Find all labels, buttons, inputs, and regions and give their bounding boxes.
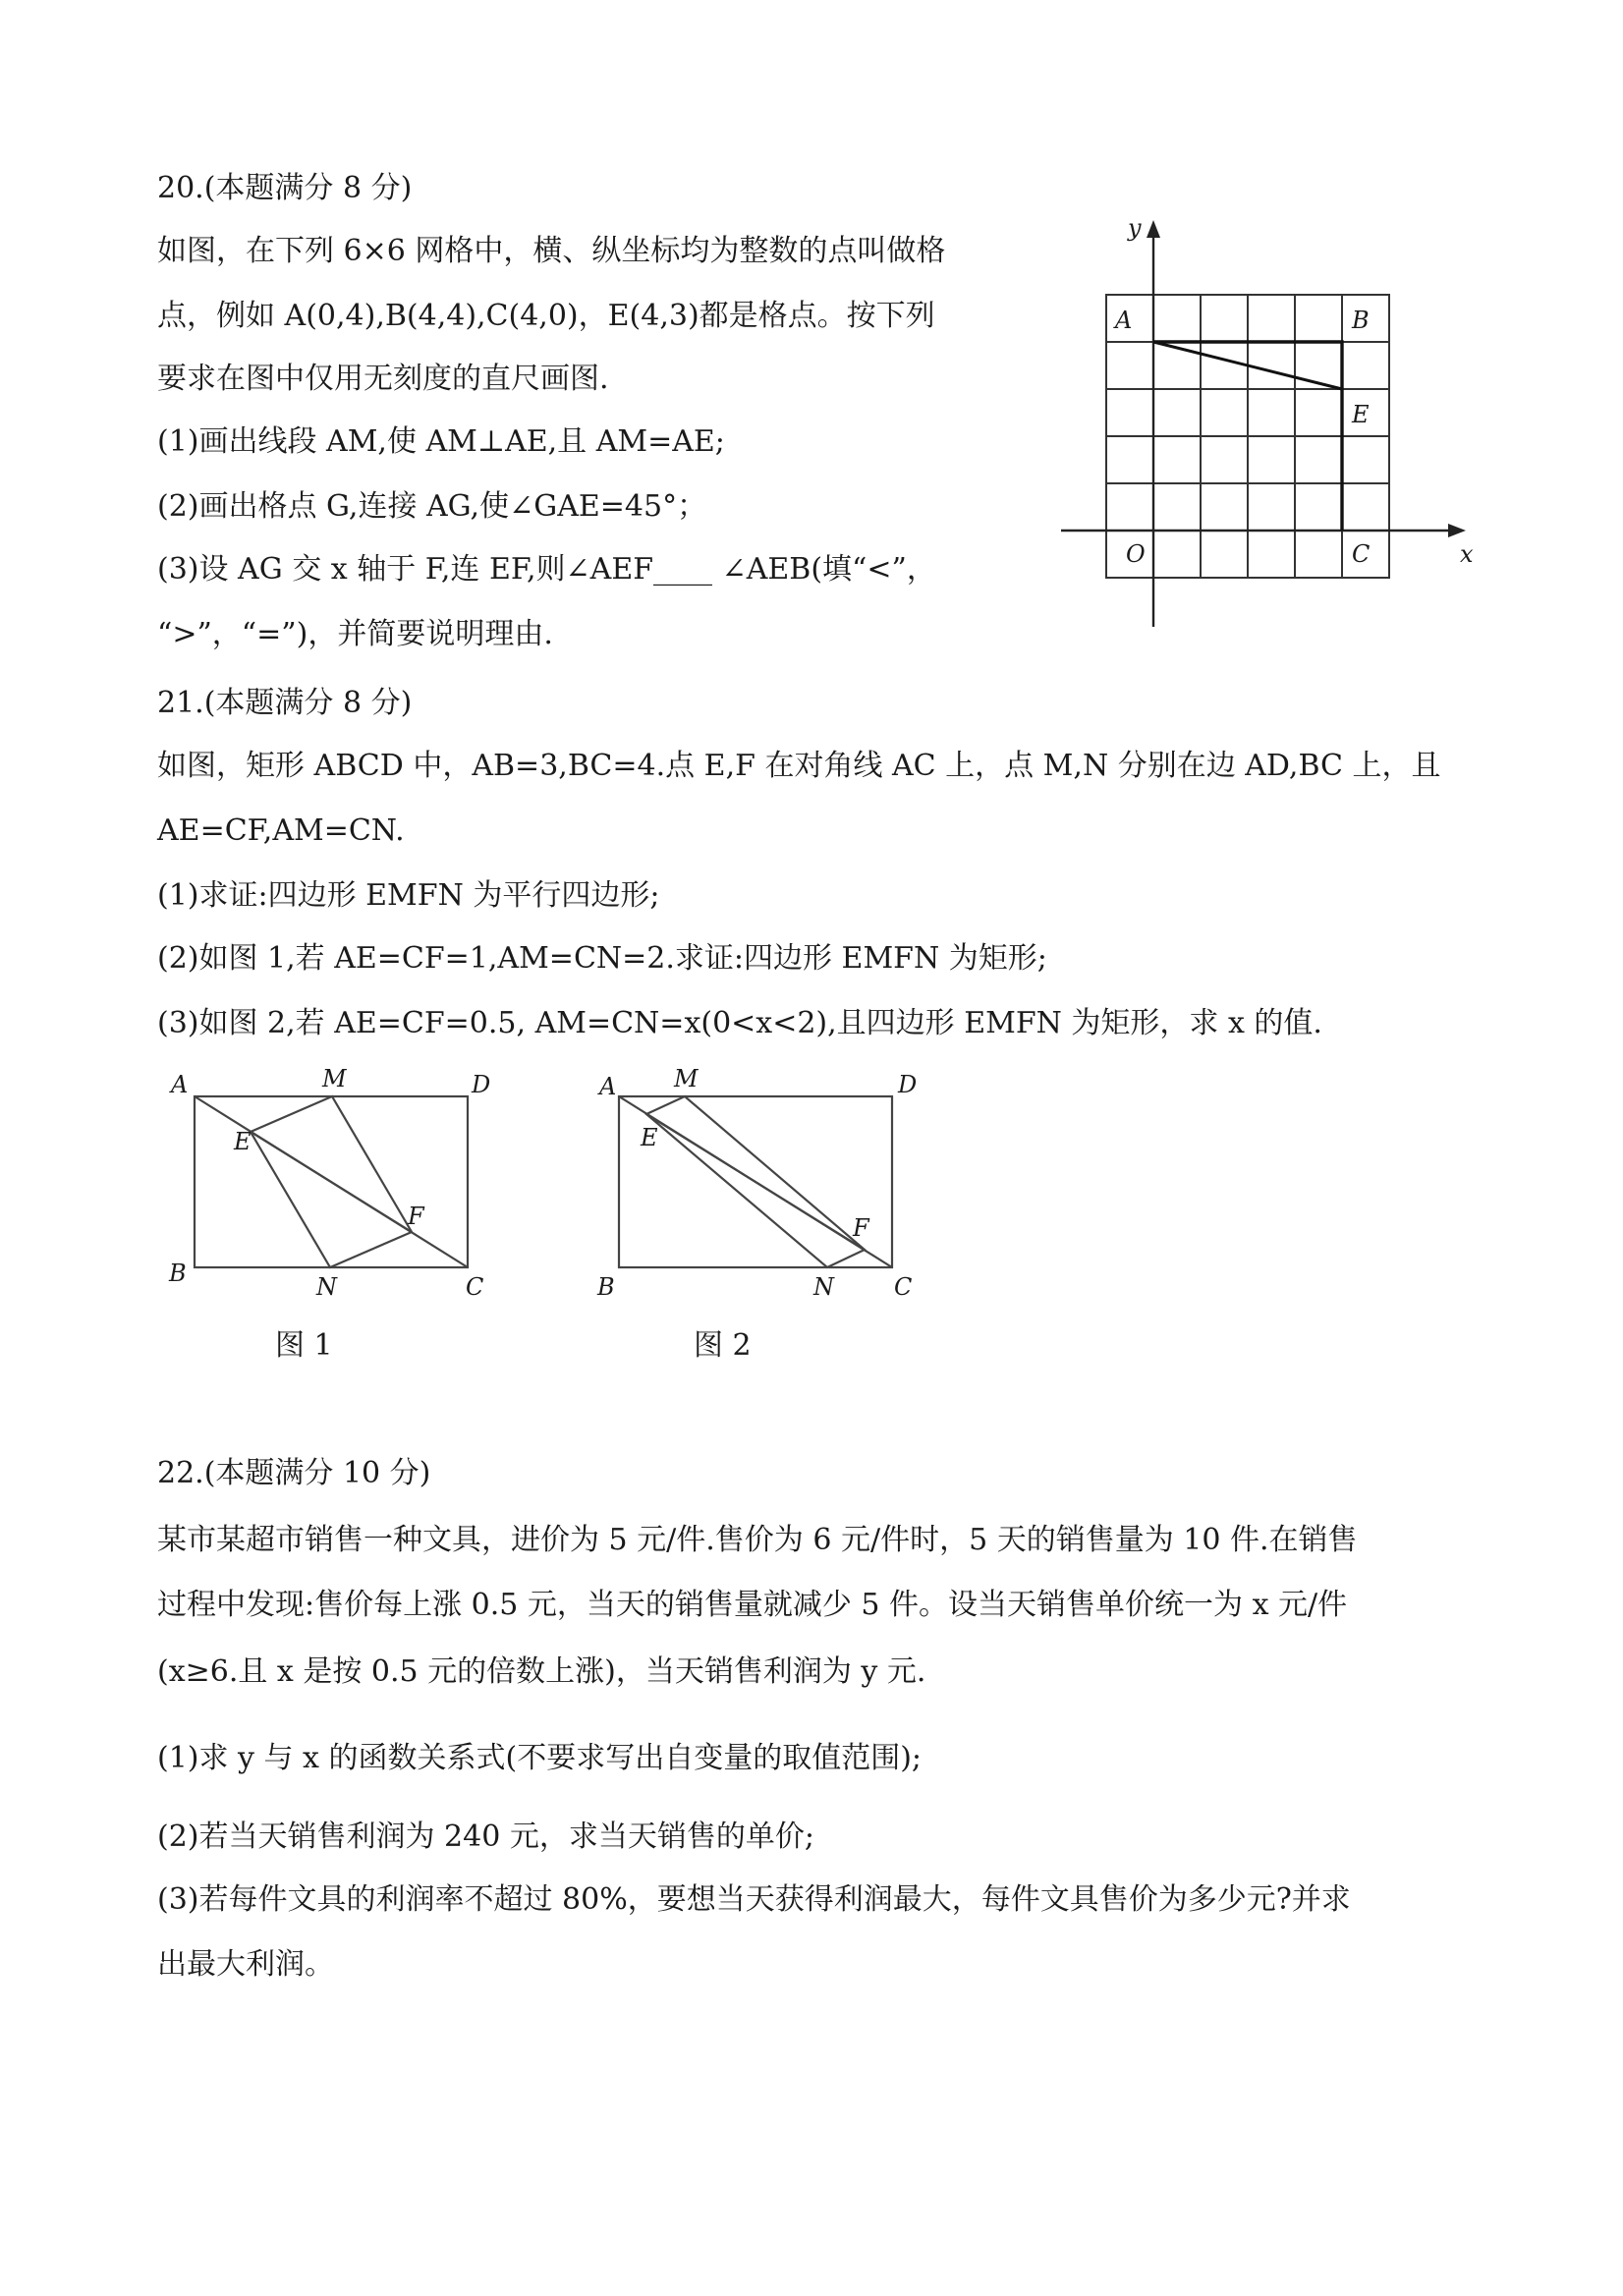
y-axis-arrow bbox=[1147, 220, 1160, 238]
q20-item3-continued: “>”，“=”)，并简要说明理由. bbox=[157, 617, 553, 651]
q20-item3: (3)设 AG 交 x 轴于 F,连 EF,则∠AEF____ ∠AEB(填“<”， bbox=[157, 552, 936, 587]
fig2-label-a: A bbox=[599, 1073, 617, 1100]
q22-item3-continued: 出最大利润。 bbox=[157, 1947, 334, 1982]
fig2-label-f: F bbox=[853, 1214, 869, 1242]
q21-text-line2: AE=CF,AM=CN. bbox=[157, 813, 405, 848]
fig2-label-c: C bbox=[894, 1273, 913, 1301]
fig1-label-a: A bbox=[171, 1071, 189, 1098]
segment-ef bbox=[646, 1114, 865, 1250]
fig1-label-d: D bbox=[472, 1071, 491, 1098]
label-a: A bbox=[1115, 307, 1133, 334]
fig2-label-b: B bbox=[597, 1273, 615, 1301]
fig1-label-m: M bbox=[322, 1065, 347, 1092]
label-b: B bbox=[1352, 307, 1370, 334]
q21-item3: (3)如图 2,若 AE=CF=0.5, AM=CN=x(0<x<2),且四边形 EMFN 为矩形，求 x 的值. bbox=[157, 1006, 1322, 1040]
fig1-label-f: F bbox=[408, 1203, 424, 1230]
q22-text-line3: (x≥6.且 x 是按 0.5 元的倍数上涨)，当天销售利润为 y 元. bbox=[157, 1654, 926, 1689]
label-o: O bbox=[1126, 540, 1146, 568]
grid-lines bbox=[1106, 295, 1389, 578]
label-e: E bbox=[1352, 401, 1370, 428]
q20-grid-figure bbox=[1041, 216, 1493, 639]
label-y: y bbox=[1128, 216, 1142, 242]
fig2-label-d: D bbox=[898, 1071, 918, 1098]
fig1-label-e: E bbox=[234, 1128, 252, 1155]
label-c: C bbox=[1352, 540, 1371, 568]
fig2-label-m: M bbox=[674, 1065, 699, 1092]
q20-item1: (1)画出线段 AM,使 AM⊥AE,且 AM=AE; bbox=[157, 424, 725, 459]
label-x: x bbox=[1460, 540, 1474, 568]
q22-item3: (3)若每件文具的利润率不超过 80%，要想当天获得利润最大，每件文具售价为多少元?并求 bbox=[157, 1882, 1351, 1917]
q20-item2: (2)画出格点 G,连接 AG,使∠GAE=45°； bbox=[157, 489, 707, 524]
figure-2-caption: 图 2 bbox=[694, 1328, 752, 1363]
q21-figure-2 bbox=[582, 1061, 935, 1307]
q22-header: 22.(本题满分 10 分) bbox=[157, 1456, 431, 1490]
x-axis-arrow bbox=[1448, 524, 1466, 537]
q22-text-line2: 过程中发现:售价每上涨 0.5 元，当天的销售量就减少 5 件。设当天销售单价统一为 x 元/件 bbox=[157, 1588, 1348, 1622]
q20-text-line2: 点，例如 A(0,4),B(4,4),C(4,0)，E(4,3)都是格点。按下列 bbox=[157, 299, 935, 333]
q21-header: 21.(本题满分 8 分) bbox=[157, 686, 413, 720]
fig1-label-b: B bbox=[169, 1260, 187, 1287]
q21-item2: (2)如图 1,若 AE=CF=1,AM=CN=2.求证:四边形 EMFN 为矩形; bbox=[157, 941, 1047, 976]
q21-item1: (1)求证:四边形 EMFN 为平行四边形; bbox=[157, 878, 660, 913]
q22-item1: (1)求 y 与 x 的函数关系式(不要求写出自变量的取值范围); bbox=[157, 1741, 923, 1775]
q22-item2: (2)若当天销售利润为 240 元，求当天销售的单价; bbox=[157, 1820, 814, 1854]
q20-text-line1: 如图，在下列 6×6 网格中，横、纵坐标均为整数的点叫做格 bbox=[157, 234, 946, 268]
fig1-label-c: C bbox=[466, 1273, 484, 1301]
q20-text-line3: 要求在图中仅用无刻度的直尺画图. bbox=[157, 362, 609, 396]
segment-ef bbox=[251, 1132, 412, 1232]
figure-1-caption: 图 1 bbox=[275, 1328, 333, 1363]
fig2-label-e: E bbox=[641, 1124, 658, 1151]
fig1-label-n: N bbox=[316, 1273, 337, 1301]
q21-figure-1 bbox=[157, 1061, 511, 1307]
fig2-label-n: N bbox=[813, 1273, 834, 1301]
q20-header: 20.(本题满分 8 分) bbox=[157, 171, 413, 205]
q22-text-line1: 某市某超市销售一种文具，进价为 5 元/件.售价为 6 元/件时，5 天的销售量为 10 件.在销售 bbox=[157, 1523, 1358, 1557]
q21-text-line1: 如图，矩形 ABCD 中，AB=3,BC=4.点 E,F 在对角线 AC 上，点 M,N 分别在边 AD,BC 上，且 bbox=[157, 749, 1441, 783]
